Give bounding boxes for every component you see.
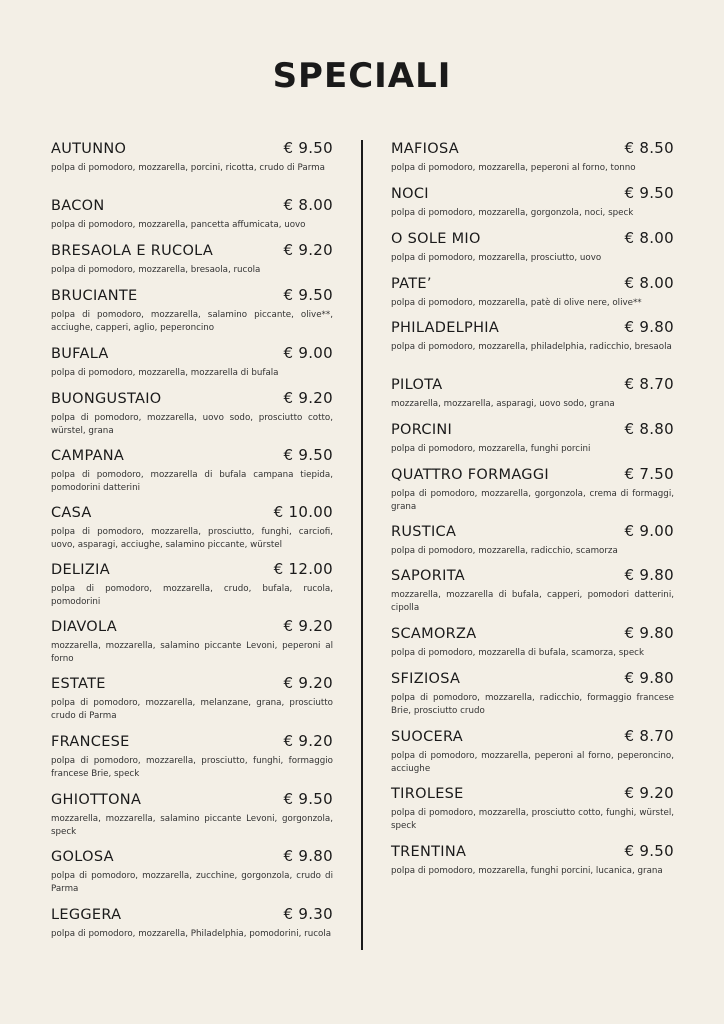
item-price: € 12.00 [273, 560, 333, 578]
item-price: € 9.20 [283, 617, 333, 635]
item-price: € 9.30 [283, 905, 333, 923]
menu-item [51, 732, 333, 781]
item-description: polpa di pomodoro, mozzarella, peperoni al forno, peperoncino, acciughe [391, 751, 674, 774]
item-name: RUSTICA [391, 524, 457, 540]
item-price: € 9.50 [283, 790, 333, 808]
menu-item [51, 241, 333, 277]
menu-item [51, 344, 333, 380]
item-description: mozzarella, mozzarella, salamino piccante Levoni, peperoni al forno [51, 641, 333, 664]
item-name: BRUCIANTE [51, 288, 138, 304]
item-price: € 9.50 [283, 286, 333, 304]
menu-item [391, 784, 674, 833]
item-price: € 8.80 [624, 420, 674, 438]
item-price: € 9.50 [283, 139, 333, 157]
item-description: polpa di pomodoro, mozzarella di bufala campana tiepida, pomodorini datterini [51, 470, 333, 493]
item-name: NOCI [391, 186, 429, 202]
item-description: mozzarella, mozzarella, asparagi, uovo sodo, grana [391, 399, 615, 409]
menu-item [51, 560, 333, 609]
item-price: € 9.50 [283, 446, 333, 464]
menu-item [51, 674, 333, 723]
item-description: polpa di pomodoro, mozzarella, prosciutto, uovo [391, 253, 602, 263]
item-price: € 10.00 [273, 503, 333, 521]
item-name: PATE’ [391, 276, 432, 292]
item-description: polpa di pomodoro, mozzarella, prosciutto cotto, funghi, würstel, speck [391, 808, 674, 831]
item-name: DELIZIA [51, 562, 110, 578]
item-description: polpa di pomodoro, mozzarella, mozzarella di bufala [51, 368, 279, 378]
item-price: € 9.80 [624, 669, 674, 687]
item-description: polpa di pomodoro, mozzarella, gorgonzola, crema di formaggi, grana [391, 489, 674, 512]
column-divider [361, 140, 363, 950]
item-description: polpa di pomodoro, mozzarella di bufala, scamorza, speck [391, 648, 644, 658]
item-name: ESTATE [51, 676, 106, 692]
item-name: SCAMORZA [391, 626, 477, 642]
item-price: € 8.50 [624, 139, 674, 157]
item-name: BRESAOLA E RUCOLA [51, 243, 214, 259]
menu-item [391, 727, 674, 776]
item-price: € 9.20 [283, 389, 333, 407]
item-name: PORCINI [391, 422, 453, 438]
menu-item [51, 446, 333, 495]
item-price: € 8.00 [624, 229, 674, 247]
menu-item [51, 139, 333, 175]
item-price: € 8.00 [624, 274, 674, 292]
menu-item [391, 465, 674, 514]
menu-item [391, 522, 674, 558]
item-description: mozzarella, mozzarella di bufala, capperi, pomodori datterini, cipolla [391, 590, 674, 613]
item-price: € 8.00 [283, 196, 333, 214]
item-name: GHIOTTONA [51, 792, 142, 808]
item-description: polpa di pomodoro, mozzarella, peperoni al forno, tonno [391, 163, 636, 173]
item-name: BUONGUSTAIO [51, 391, 162, 407]
item-name: QUATTRO FORMAGGI [391, 467, 549, 483]
item-price: € 9.20 [283, 241, 333, 259]
page-title: SPECIALI [272, 56, 452, 96]
menu-item [51, 389, 333, 438]
item-name: TRENTINA [391, 844, 467, 860]
item-description: polpa di pomodoro, mozzarella, gorgonzola, noci, speck [391, 208, 634, 218]
item-name: SUOCERA [391, 729, 464, 745]
item-name: SFIZIOSA [391, 671, 461, 687]
item-description: polpa di pomodoro, mozzarella, radicchio, formaggio francese Brie, prosciutto crudo [391, 693, 674, 716]
item-name: SAPORITA [391, 568, 465, 584]
item-description: polpa di pomodoro, mozzarella, prosciutto, funghi, carciofi, uovo, asparagi, acciughe, salamino piccante, würstel [51, 527, 333, 550]
item-description: polpa di pomodoro, mozzarella, patè di olive nere, olive** [391, 298, 642, 308]
menu-item [51, 286, 333, 335]
item-description: polpa di pomodoro, mozzarella, bresaola, rucola [51, 265, 261, 275]
item-name: CAMPANA [51, 448, 125, 464]
menu-item [391, 420, 674, 456]
item-name: DIAVOLA [51, 619, 117, 635]
item-name: GOLOSA [51, 849, 114, 865]
item-price: € 9.20 [624, 784, 674, 802]
item-description: polpa di pomodoro, mozzarella, funghi porcini, lucanica, grana [391, 866, 663, 876]
item-description: polpa di pomodoro, mozzarella, zucchine, gorgonzola, crudo di Parma [51, 871, 333, 894]
item-price: € 9.80 [624, 624, 674, 642]
item-description: polpa di pomodoro, mozzarella, prosciutto, funghi, formaggio francese Brie, speck [51, 756, 333, 779]
menu-item [391, 842, 674, 878]
item-name: O SOLE MIO [391, 231, 481, 247]
menu-item [391, 624, 674, 660]
item-name: BACON [51, 198, 105, 214]
item-price: € 9.80 [283, 847, 333, 865]
item-price: € 8.70 [624, 727, 674, 745]
item-price: € 9.50 [624, 184, 674, 202]
item-price: € 9.50 [624, 842, 674, 860]
item-name: BUFALA [51, 346, 109, 362]
menu-item [391, 669, 674, 718]
item-description: polpa di pomodoro, mozzarella, pancetta affumicata, uovo [51, 220, 306, 230]
item-name: PILOTA [391, 377, 443, 393]
item-description: polpa di pomodoro, mozzarella, Philadelphia, pomodorini, rucola [51, 929, 332, 939]
item-description: polpa di pomodoro, mozzarella, salamino piccante, olive**, acciughe, capperi, aglio, peperoncino [51, 310, 333, 333]
menu-item [51, 617, 333, 666]
item-price: € 9.80 [624, 318, 674, 336]
item-price: € 7.50 [624, 465, 674, 483]
item-description: polpa di pomodoro, mozzarella, uovo sodo, prosciutto cotto, würstel, grana [51, 413, 333, 436]
menu-item [51, 196, 333, 232]
item-description: polpa di pomodoro, mozzarella, melanzane, grana, prosciutto crudo di Parma [51, 698, 333, 721]
menu-item [51, 905, 333, 941]
item-price: € 9.80 [624, 566, 674, 584]
menu-item [51, 847, 333, 896]
menu-item [391, 566, 674, 615]
item-price: € 9.20 [283, 674, 333, 692]
item-description: polpa di pomodoro, mozzarella, crudo, bufala, rucola, pomodorini [51, 584, 333, 607]
item-name: FRANCESE [51, 734, 130, 750]
item-name: PHILADELPHIA [391, 320, 500, 336]
item-price: € 9.20 [283, 732, 333, 750]
item-description: polpa di pomodoro, mozzarella, radicchio, scamorza [391, 546, 618, 556]
menu-item [51, 790, 333, 839]
item-name: TIROLESE [391, 786, 464, 802]
item-price: € 9.00 [624, 522, 674, 540]
menu-item [391, 274, 674, 310]
menu-item [391, 184, 674, 220]
menu-item [391, 318, 674, 354]
menu-item [391, 375, 674, 411]
item-price: € 8.70 [624, 375, 674, 393]
item-name: MAFIOSA [391, 141, 459, 157]
item-description: polpa di pomodoro, mozzarella, porcini, ricotta, crudo di Parma [51, 163, 325, 173]
item-price: € 9.00 [283, 344, 333, 362]
menu-item [391, 139, 674, 175]
item-description: mozzarella, mozzarella, salamino piccante Levoni, gorgonzola, speck [51, 814, 333, 837]
item-name: CASA [51, 505, 92, 521]
menu-item [391, 229, 674, 265]
item-name: LEGGERA [51, 907, 122, 923]
item-description: polpa di pomodoro, mozzarella, philadelphia, radicchio, bresaola [391, 342, 672, 352]
menu-item [51, 503, 333, 552]
item-description: polpa di pomodoro, mozzarella, funghi porcini [391, 444, 591, 454]
item-name: AUTUNNO [51, 141, 127, 157]
